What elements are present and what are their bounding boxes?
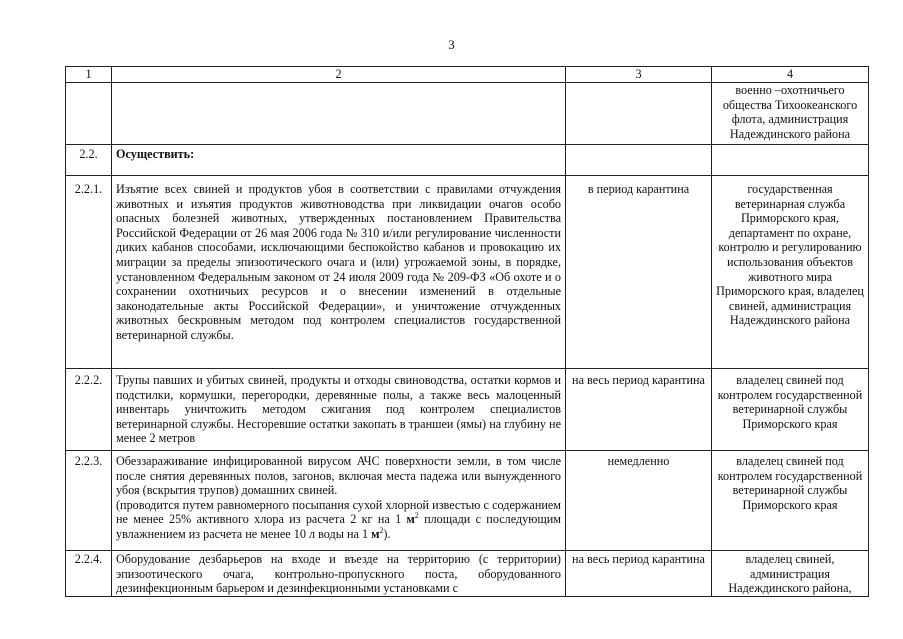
row-measure: Осуществить: <box>112 145 566 176</box>
table-row <box>66 551 869 597</box>
table-header-row <box>66 67 869 83</box>
table-row <box>66 369 869 451</box>
row-number: 2.2. <box>66 145 112 176</box>
row-term: на весь период карантина <box>566 551 712 597</box>
area-unit-exponent: 2 <box>414 511 419 521</box>
row-number: 2.2.2. <box>66 369 112 451</box>
header-col-1: 1 <box>66 67 112 83</box>
row-measure: Трупы павших и убитых свиней, продукты и отходы свиноводства, остатки кормов и подстилки, кормушки, перегородки, деревянные полы, а также весь малоценный инвентарь уничтожить методом сжигания под контролем специалистов ветеринарной службы. Несгоревшие остатки закопать в траншеи (ямы) на глубину не менее 2 метров <box>112 369 566 451</box>
table-row <box>66 145 869 176</box>
row-number <box>66 83 112 145</box>
row-measure: Изъятие всех свиней и продуктов убоя в соответствии с правилами отчуждения животных и изъятия продуктов животноводства при ликвидации очагов особо опасных болезней животных, утвержденных постановлением Правительства Российской Федерации от 26 мая 2006 года № 310 и/или регулирование численности диких кабанов способами, исключающими беспокойство кабанов и провокацию их миграции за пределы эпизоотического очага и (или) угрожаемой зоны, в порядке, установленном Федеральным законом от 24 июля 2009 года № 209-ФЗ «Об охоте и о сохранении охотничьих ресурсов и о внесении изменений в отдельные законодательные акты Российской Федерации», и уничтожение отчужденных животных бескровным методом под контролем специалистов государственной ветеринарной службы. <box>112 176 566 369</box>
row-term <box>566 145 712 176</box>
header-col-4: 4 <box>712 67 869 83</box>
row-term <box>566 83 712 145</box>
header-col-3: 3 <box>566 67 712 83</box>
area-unit: м <box>406 512 415 527</box>
measure-note-text-cont: площади с последующим увлажнением из расчета не менее 10 л воды на 1 <box>116 512 561 541</box>
row-measure <box>112 451 566 551</box>
measure-note-text-end: ). <box>383 526 391 541</box>
measures-table <box>65 66 869 597</box>
row-responsible <box>712 145 869 176</box>
row-responsible: владелец свиней, администрация Надеждинского района, <box>712 551 869 597</box>
row-responsible: военно –охотничьего общества Тихоокеанского флота, администрация Надеждинского района <box>712 83 869 145</box>
row-term: в период карантина <box>566 176 712 369</box>
row-responsible: владелец свиней под контролем государственной ветеринарной службы Приморского края <box>712 369 869 451</box>
row-number: 2.2.1. <box>66 176 112 369</box>
measure-note-text: (проводится путем равномерного посыпания сухой хлорной известью с содержанием не менее 25% активного хлора из расчета 2 кг на 1 <box>116 497 561 527</box>
table-row <box>66 176 869 369</box>
area-unit-exponent: 2 <box>379 525 384 535</box>
row-measure: Оборудование дезбарьеров на входе и въезде на территорию (с территории) эпизоотического очага, контрольно-пропускного поста, оборудованного дезинфекционным барьером и дезинфекционными установками с <box>112 551 566 597</box>
table-row <box>66 83 869 145</box>
row-responsible: владелец свиней под контролем государственной ветеринарной службы Приморского края <box>712 451 869 551</box>
measure-main-text: Обеззараживание инфицированной вирусом АЧС поверхности земли, в том числе после снятия деревянных полов, загонов, включая места падежа или вынужденного убоя (вскрытия трупов) домашних свиней. <box>116 454 561 498</box>
page-number: 3 <box>448 37 455 52</box>
row-number: 2.2.4. <box>66 551 112 597</box>
header-col-2: 2 <box>112 67 566 83</box>
row-responsible: государственная ветеринарная служба Приморского края, департамент по охране, контролю и регулированию использования объектов животного мира Приморского края, владелец свиней, администрация Надеждинского района <box>712 176 869 369</box>
row-number: 2.2.3. <box>66 451 112 551</box>
row-term: немедленно <box>566 451 712 551</box>
area-unit: м <box>371 526 380 541</box>
row-term: на весь период карантина <box>566 369 712 451</box>
row-measure <box>112 83 566 145</box>
table-row <box>66 451 869 551</box>
